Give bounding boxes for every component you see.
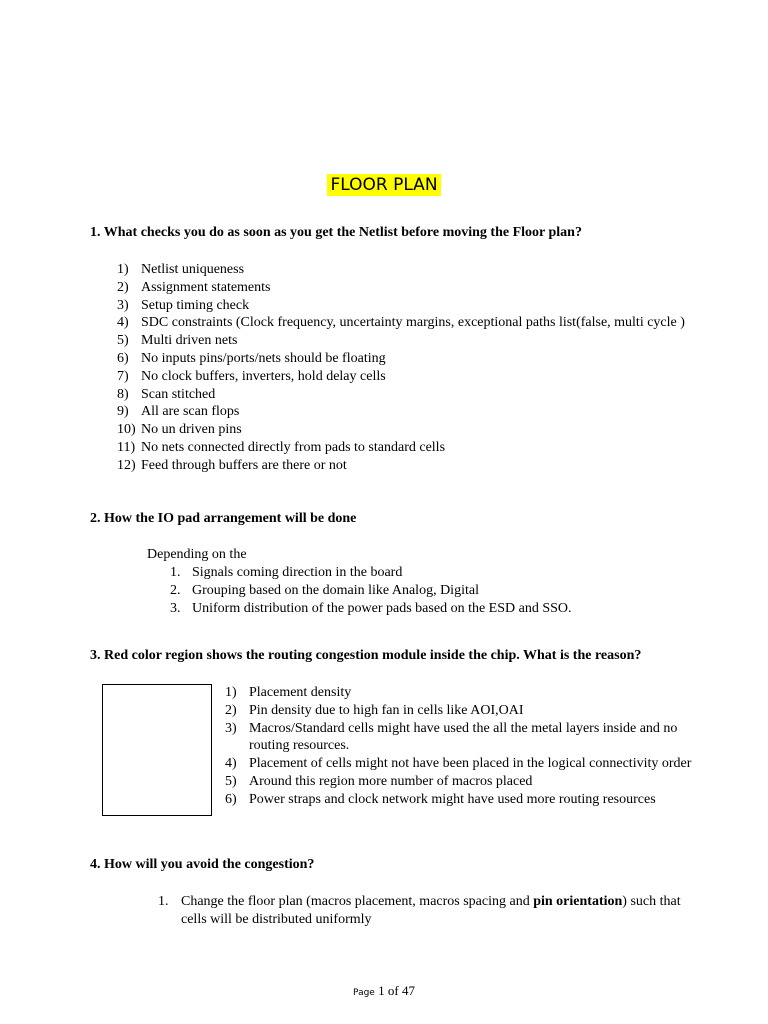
list-item-text: Placement of cells might not have been placed in the logical connectivity order — [249, 756, 692, 772]
footer-of-word: of — [387, 983, 399, 998]
list-item — [117, 350, 697, 368]
list-item-number: 3. — [170, 600, 181, 616]
list-item-text: No clock buffers, inverters, hold delay cells — [141, 368, 386, 384]
footer-page-total: 47 — [401, 983, 415, 998]
list-item — [225, 755, 700, 773]
list-item — [170, 582, 670, 600]
question-4-list — [158, 893, 698, 929]
list-item-number: 1) — [225, 685, 237, 700]
list-item-number: 1. — [158, 894, 169, 909]
list-item-text: SDC constraints (Clock frequency, uncertainty margins, exceptional paths list(false, multi cycle ) — [141, 315, 685, 331]
list-item — [117, 314, 697, 332]
question-2-heading: 2. How the IO pad arrangement will be done — [90, 511, 357, 526]
list-item-number: 2. — [170, 582, 181, 598]
list-item — [170, 600, 670, 618]
list-item-text: Pin density due to high fan in cells like AOI,OAI — [249, 702, 524, 718]
list-item-text: Assignment statements — [141, 279, 271, 295]
list-item-number: 6) — [117, 350, 129, 366]
list-item — [117, 261, 697, 279]
list-item — [225, 702, 700, 720]
list-item-number: 8) — [117, 386, 129, 402]
list-item — [117, 332, 697, 350]
footer-page-word: Page — [353, 988, 375, 998]
list-item-text: No un driven pins — [141, 422, 242, 438]
list-item-number: 2) — [117, 279, 129, 295]
list-item — [225, 773, 700, 791]
list-item-text-bold: pin orientation — [533, 894, 623, 909]
question-3-heading: 3. Red color region shows the routing congestion module inside the chip. What is the reason? — [90, 648, 642, 663]
list-item-number: 10) — [117, 422, 136, 438]
list-item-text-after: ) such that cells will be distributed uniformly — [181, 894, 681, 927]
list-item — [117, 421, 697, 439]
list-item-number: 1) — [117, 262, 129, 277]
list-item-number: 4) — [117, 315, 129, 331]
page-title-text: FLOOR PLAN — [327, 174, 440, 196]
list-item-number: 7) — [117, 368, 129, 384]
list-item-text: Signals coming direction in the board — [192, 565, 403, 580]
list-item-text: Setup timing check — [141, 297, 250, 313]
list-item — [117, 386, 697, 404]
list-item — [117, 439, 697, 457]
list-item-number: 6) — [225, 791, 237, 807]
list-item — [117, 297, 697, 315]
list-item-text: No inputs pins/ports/nets should be floating — [141, 350, 386, 366]
list-item-text: Netlist uniqueness — [141, 262, 245, 277]
list-item — [225, 684, 700, 702]
list-item-number: 12) — [117, 457, 136, 473]
list-item-text: No nets connected directly from pads to standard cells — [141, 439, 446, 455]
list-item-text-before: Change the floor plan (macros placement, macros spacing and — [181, 894, 534, 909]
list-item-text: Multi driven nets — [141, 333, 238, 349]
page-footer — [0, 983, 768, 999]
list-item-text: Macros/Standard cells might have used the all the metal layers inside and no routing resources. — [249, 720, 678, 754]
list-item-text: Power straps and clock network might have used more routing resources — [249, 791, 656, 807]
list-item-number: 4) — [225, 756, 237, 772]
list-item-number: 5) — [225, 773, 237, 789]
list-item-number: 5) — [117, 333, 129, 349]
question-4-heading: 4. How will you avoid the congestion? — [90, 857, 315, 872]
list-item-number: 1. — [170, 565, 181, 580]
list-item — [225, 720, 700, 756]
list-item — [225, 791, 700, 809]
list-item-text: Feed through buffers are there or not — [141, 457, 347, 473]
list-item-text: Scan stitched — [141, 386, 216, 402]
list-item-number: 11) — [117, 439, 136, 455]
list-item — [117, 279, 697, 297]
question-2-list — [170, 564, 670, 617]
list-item-text: Uniform distribution of the power pads based on the ESD and SSO. — [192, 600, 572, 616]
list-item-number: 3) — [225, 720, 237, 736]
question-2-lead: Depending on the — [147, 547, 247, 562]
list-item-text: Around this region more number of macros placed — [249, 773, 533, 789]
list-item — [158, 893, 698, 929]
question-3-list — [225, 684, 700, 809]
list-item-number: 2) — [225, 702, 237, 718]
list-item-text: Grouping based on the domain like Analog, Digital — [192, 582, 479, 598]
list-item-number: 9) — [117, 404, 129, 420]
question-1-list — [117, 261, 697, 475]
list-item — [117, 457, 697, 475]
footer-page-number: 1 — [378, 983, 385, 998]
page-title — [0, 175, 768, 195]
list-item — [117, 368, 697, 386]
question-1-heading: 1. What checks you do as soon as you get the Netlist before moving the Floor plan? — [90, 225, 582, 240]
list-item-text: Placement density — [249, 685, 352, 700]
list-item — [170, 564, 670, 582]
list-item — [117, 403, 697, 421]
list-item-number: 3) — [117, 297, 129, 313]
congestion-figure-box — [102, 684, 212, 816]
list-item-text: All are scan flops — [141, 404, 240, 420]
